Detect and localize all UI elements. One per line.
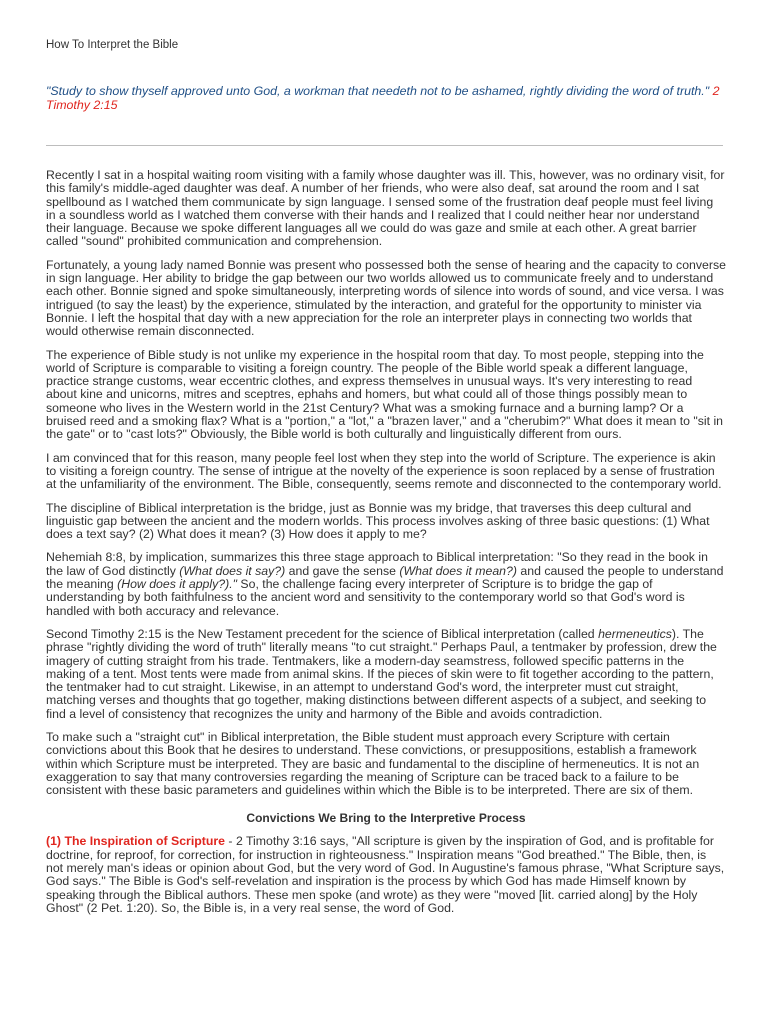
- paragraph-nehemiah: [46, 551, 726, 617]
- timothy-text-1: Second Timothy 2:15 is the New Testament precedent for the science of Biblical interpretation (called: [46, 626, 599, 641]
- nehemiah-text-2: and gave the sense: [285, 563, 400, 578]
- nehemiah-text-4: So, the challenge facing every interpreter of Scripture is to bridge the gap of understanding by both faithfulness to the ancient word and sensitivity to the contemporary world so that God's word is handled with both accuracy and relevance.: [46, 577, 685, 618]
- section-heading: Convictions We Bring to the Interpretive Process: [246, 811, 526, 826]
- epigraph-quote: "Study to show thyself approved unto God, a workman that needeth not to be ashamed, rightly dividing the word of truth.": [46, 84, 710, 98]
- nehemiah-text-1: Nehemiah 8:8, by implication, summarizes this three stage approach to Biblical interpretation: "So they read in the book in the law of God distinctly: [46, 550, 708, 578]
- timothy-emphasis-hermeneutics: hermeneutics: [598, 626, 672, 641]
- paragraph-second-timothy: [46, 628, 726, 721]
- timothy-text-2: ). The phrase "rightly dividing the word of truth" literally means "to cut straight." Perhaps Paul, a tentmaker by profession, drew the imagery of cutting straight from his trade. Tentmakers, like a modern-day seamstress, followed specific patterns in the making of a tent. Most tents were made from animal skins. If the pieces of skin were to fit together according to the pattern, the tentmaker had to cut straight. Likewise, in an attempt to understand God's word, the interpreter must cut straight, matching verses and thoughts that go together, making distinctions between different aspects of a subject, and seeking to find a level of consistency that recognizes the unity and harmony of the Bible and avoids contradiction.: [46, 626, 717, 721]
- point-inspiration: [46, 835, 726, 915]
- point-text-inspiration: - 2 Timothy 3:16 says, "All scripture is given by the inspiration of God, and is profitable for doctrine, for reproof, for correction, for instruction in righteousness." Inspiration means "God breathed." The Bible, then, is not merely man's ideas or opinion about God, but the very word of God. In Augustine's famous phrase, "What Scripture says, God says." The Bible is God's self-revelation and inspiration is the process by which God has made Himself known by speaking through the Biblical authors. These men spoke (and wrote) as they were "moved [lit. carried along] by the Holy Ghost" (2 Pet. 1:20). So, the Bible is, in a very real sense, the word of God.: [46, 834, 725, 915]
- nehemiah-text-3: and caused the people to understand the meaning: [46, 563, 724, 592]
- nehemiah-emphasis-2: (What does it mean?): [399, 563, 517, 578]
- nehemiah-emphasis-3: (How does it apply?).": [117, 577, 237, 592]
- paragraph-straight-cut: To make such a "straight cut" in Biblical interpretation, the Bible student must approach every Scripture with certain convictions about this Book that he desires to understand. These convictions, or presuppositions, establish a framework within which Scripture must be interpreted. They are basic and fundamental to the discipline of hermeneutics. It is not an exaggeration to say that many controversies regarding the meaning of Scripture can be traced back to a failure to be consistent with these basic parameters and guidelines within which the Bible is to be interpreted. There are six of them.: [46, 729, 700, 798]
- paragraph-bible-study: The experience of Bible study is not unlike my experience in the hospital room that day. To most people, stepping into the world of Scripture is comparable to visiting a foreign country. The people of the Bible world speak a different language, practice strange customs, wear eccentric clothes, and express themselves in unusual ways. It's very interesting to read about kine and unicorns, mitres and sceptres, ephahs and homers, but what could all of those things possibly mean to someone who lives in the Western world in the 21st Century? What was a smoking furnace and a burning lamp? Or a bruised reed and a smoking flax? What is a "portion," a "lot," a "brazen laver," and a "cherubim?" What does it mean to "sit in the gate" or to "cast lots?" Obviously, the Bible world is both culturally and linguistically different from ours.: [46, 347, 724, 442]
- paragraph-hospital-visit: Recently I sat in a hospital waiting room visiting with a family whose daughter was ill. This, however, was no ordinary visit, for this family's middle-aged daughter was deaf. A number of her friends, who were also deaf, sat around the room and I sat spellbound as I watched them communicate by sign language. I sensed some of the frustration deaf people must feel living in a soundless world as I watched them converse with their hands and I realized that I could neither hear nor understand their language. Because we spoke different languages all we could do was gaze and smile at each other. A great barrier called "sound" prohibited communication and comprehension.: [46, 168, 725, 249]
- document-title: How To Interpret the Bible: [46, 39, 179, 51]
- nehemiah-emphasis-1: (What does it say?): [179, 563, 286, 578]
- paragraph-discipline: The discipline of Biblical interpretation is the bridge, just as Bonnie was my bridge, that traverses this deep cultural and linguistic gap between the ancient and the modern worlds. This process involves asking of three basic questions: (1) What does a text say? (2) What does it mean? (3) How does it apply to me?: [46, 500, 710, 542]
- epigraph-reference: 2 Timothy 2:15: [46, 84, 720, 112]
- epigraph: [46, 85, 726, 112]
- point-title-inspiration: (1) The Inspiration of Scripture: [46, 834, 226, 849]
- article-body: [46, 169, 726, 925]
- paragraph-bonnie: Fortunately, a young lady named Bonnie was present who possessed both the sense of hearing and the capacity to converse in sign language. Her ability to bridge the gap between our two worlds allowed us to communicate freely and to understand each other. Bonnie signed and spoke simultaneously, interpreting words of silence into words of sound, and vice versa. I was intrigued (to say the least) by the experience, stimulated by the interaction, and grateful for the opportunity to minister via Bonnie. I left the hospital that day with a new appreciation for the role an interpreter plays in connecting two worlds that would otherwise remain disconnected.: [46, 257, 726, 339]
- paragraph-feel-lost: I am convinced that for this reason, many people feel lost when they step into the world of Scripture. The experience is akin to visiting a foreign country. The sense of intrigue at the novelty of the experience is soon replaced by a sense of frustration at the unfamiliarity of the environment. The Bible, consequently, seems remote and disconnected to the contemporary world.: [46, 450, 722, 492]
- horizontal-divider: [46, 145, 723, 146]
